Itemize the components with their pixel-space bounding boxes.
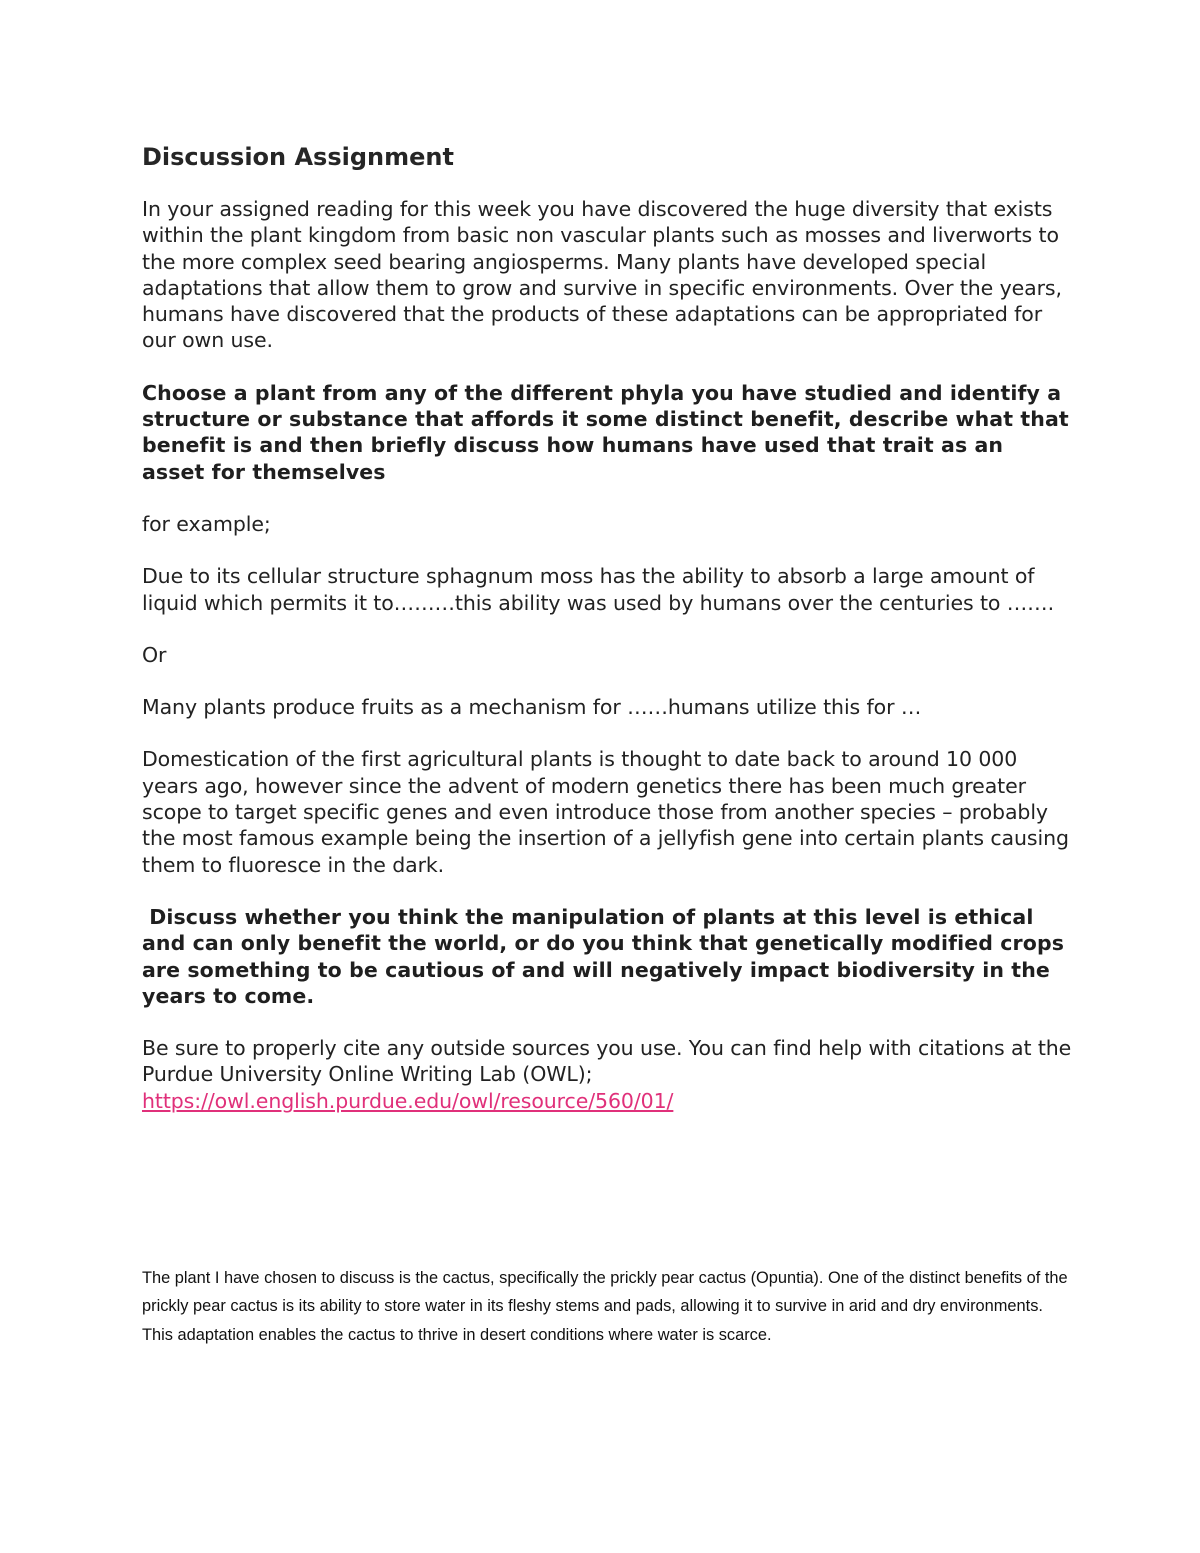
answer-paragraph: The plant I have chosen to discuss is the cactus, specifically the prickly pear cactus (Opuntia). One of the distinct benefits of the prickly pear cactus is its ability to store water in its fleshy stems and pads, allowing it to survive in arid and dry environments. This adaptation enables the cactus to thrive in desert conditions where water is scarce. — [142, 1269, 1068, 1344]
owl-link[interactable]: https://owl.english.purdue.edu/owl/resource/560/01/ — [142, 1088, 674, 1113]
prompt-ethics-question: Discuss whether you think the manipulation of plants at this level is ethical and can only benefit the world, or do you think that genetically modified crops are something to be cautious of and will negatively impact biodiversity in the years to come. — [142, 904, 1072, 1008]
citation-paragraph — [142, 1035, 1072, 1114]
page-title: Discussion Assignment — [142, 143, 454, 171]
domestication-paragraph: Domestication of the first agricultural plants is thought to date back to around 10 000 years ago, however since the advent of modern genetics there has been much greater scope to target specific genes and even introduce those from another species – probably the most famous example being the insertion of a jellyfish gene into certain plants causing them to fluoresce in the dark. — [142, 747, 1069, 877]
or-label: Or — [142, 642, 167, 667]
example-sphagnum: Due to its cellular structure sphagnum moss has the ability to absorb a large amount of liquid which permits it to………this ability was used by humans over the centuries to ……. — [142, 564, 1054, 615]
citation-text: Be sure to properly cite any outside sources you use. You can find help with citations at the Purdue University Online Writing Lab (OWL); — [142, 1036, 1072, 1087]
prompt-plant-question: Choose a plant from any of the different phyla you have studied and identify a structure or substance that affords it some distinct benefit, describe what that benefit is and then briefly discuss how humans have used that trait as an asset for themselves — [142, 380, 1069, 484]
assignment-page — [142, 140, 1072, 1140]
intro-paragraph: In your assigned reading for this week you have discovered the huge diversity that exists within the plant kingdom from basic non vascular plants such as mosses and liverworts to the more complex seed bearing angiosperms. Many plants have developed special adaptations that allow them to grow and survive in specific environments. Over the years, humans have discovered that the products of these adaptations can be appropriated for our own use. — [142, 197, 1062, 353]
example-label: for example; — [142, 511, 271, 536]
example-fruits: Many plants produce fruits as a mechanism for ……humans utilize this for … — [142, 695, 922, 720]
